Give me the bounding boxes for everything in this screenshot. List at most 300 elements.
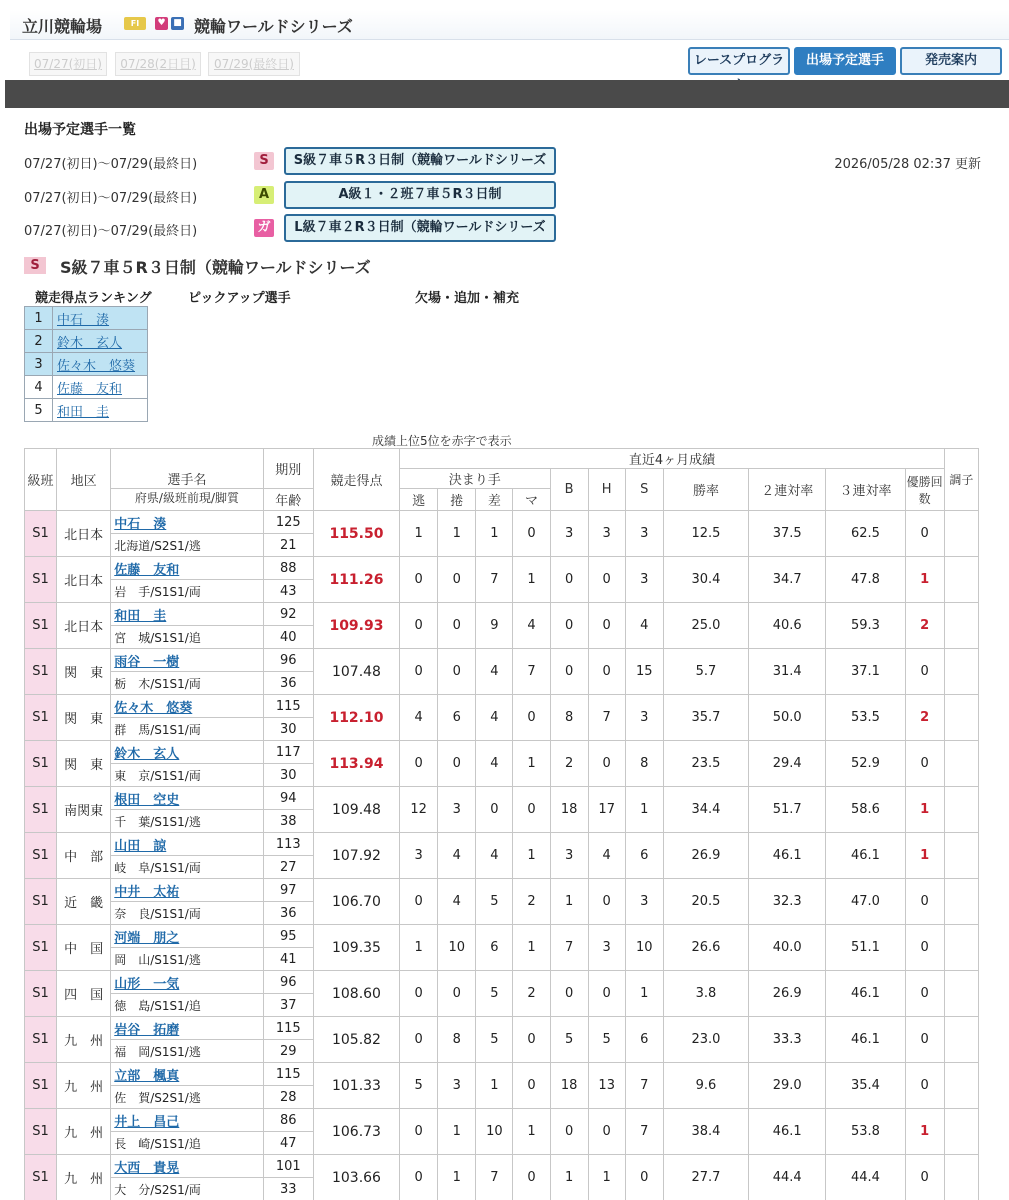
rate3-cell: 46.1 [826, 833, 905, 879]
champ-cell: 0 [905, 649, 944, 695]
b-cell: 0 [550, 649, 588, 695]
header-ma: マ [513, 489, 550, 511]
day-tab-3[interactable]: 07/29(最終日) [208, 52, 300, 76]
ranking-player-link[interactable]: 佐々木 悠葵 [57, 358, 136, 374]
term-cell: 86 [263, 1109, 313, 1132]
pref-cell: 群 馬/S1S1/両 [111, 718, 263, 741]
sashi-cell: 7 [476, 557, 513, 603]
player-name-link[interactable]: 佐々木 悠葵 [114, 700, 193, 716]
makuri-cell: 8 [438, 1017, 476, 1063]
term-cell: 88 [263, 557, 313, 580]
player-row [25, 971, 979, 994]
header-nige: 逃 [400, 489, 438, 511]
pref-cell: 岐 阜/S1S1/両 [111, 856, 263, 879]
player-row [25, 1155, 979, 1178]
champ-cell: 0 [905, 971, 944, 1017]
age-cell: 33 [263, 1178, 313, 1200]
age-cell: 30 [263, 718, 313, 741]
ranking-name-cell [53, 307, 148, 330]
win-rate-cell: 23.0 [663, 1017, 748, 1063]
ma-cell: 1 [513, 925, 550, 971]
header-rate2: ２連対率 [749, 469, 826, 511]
score-cell: 109.93 [313, 603, 399, 649]
ma-cell: 1 [513, 833, 550, 879]
header-player-sub: 府県/級班前現/脚質 [111, 489, 263, 511]
age-cell: 37 [263, 994, 313, 1017]
header-class: 級班 [25, 449, 57, 511]
player-name-cell [111, 1063, 263, 1086]
term-cell: 125 [263, 511, 313, 534]
player-name-cell [111, 603, 263, 626]
b-cell: 0 [550, 557, 588, 603]
b-cell: 0 [550, 603, 588, 649]
region-cell: 関 東 [57, 649, 111, 695]
series-title: 競輪ワールドシリーズ [194, 17, 353, 36]
b-cell: 3 [550, 833, 588, 879]
pref-cell: 福 岡/S1S1/逃 [111, 1040, 263, 1063]
rate3-cell: 51.1 [826, 925, 905, 971]
condition-cell [944, 1017, 978, 1063]
pref-cell: 佐 賀/S2S1/逃 [111, 1086, 263, 1109]
s-cell: 0 [625, 1155, 663, 1200]
sashi-cell: 4 [476, 833, 513, 879]
s-cell: 1 [625, 787, 663, 833]
region-cell: 中 国 [57, 925, 111, 971]
champ-cell: 1 [905, 833, 944, 879]
term-cell: 117 [263, 741, 313, 764]
entries-button[interactable]: 出場予定選手 [794, 47, 896, 75]
rate2-cell: 40.0 [749, 925, 826, 971]
class-a-badge: A [254, 186, 274, 204]
sashi-cell: 4 [476, 649, 513, 695]
sashi-cell: 0 [476, 787, 513, 833]
ranking-player-link[interactable]: 佐藤 友和 [57, 381, 123, 397]
nige-cell: 3 [400, 833, 438, 879]
schedule-date-1: 07/27(初日)〜07/29(最終日) [24, 157, 198, 172]
sashi-cell: 5 [476, 879, 513, 925]
term-cell: 115 [263, 695, 313, 718]
nige-cell: 0 [400, 741, 438, 787]
term-cell: 96 [263, 649, 313, 672]
class-cell: S1 [25, 649, 57, 695]
player-name-link[interactable]: 大西 貴晃 [114, 1160, 180, 1176]
class-cell: S1 [25, 741, 57, 787]
pref-cell: 岡 山/S1S1/逃 [111, 948, 263, 971]
pref-cell: 宮 城/S1S1/追 [111, 626, 263, 649]
ma-cell: 0 [513, 1017, 550, 1063]
player-row [25, 1109, 979, 1132]
sashi-cell: 5 [476, 971, 513, 1017]
makuri-cell: 6 [438, 695, 476, 741]
age-cell: 36 [263, 902, 313, 925]
ranking-name-cell [53, 376, 148, 399]
rate2-cell: 50.0 [749, 695, 826, 741]
win-rate-cell: 26.6 [663, 925, 748, 971]
h-cell: 0 [588, 879, 625, 925]
term-cell: 115 [263, 1063, 313, 1086]
region-cell: 関 東 [57, 695, 111, 741]
ranking-row [25, 399, 148, 422]
h-cell: 5 [588, 1017, 625, 1063]
ranking-row [25, 330, 148, 353]
age-cell: 40 [263, 626, 313, 649]
player-name-link[interactable]: 立部 楓真 [114, 1068, 180, 1084]
player-name-cell [111, 741, 263, 764]
player-name-link[interactable]: 根田 空史 [114, 792, 180, 808]
player-name-link[interactable]: 山形 一気 [114, 976, 180, 992]
ranking-player-link[interactable]: 和田 圭 [57, 404, 110, 420]
region-cell: 近 畿 [57, 879, 111, 925]
h-cell: 0 [588, 1109, 625, 1155]
win-rate-cell: 35.7 [663, 695, 748, 741]
condition-cell [944, 603, 978, 649]
score-cell: 101.33 [313, 1063, 399, 1109]
age-cell: 30 [263, 764, 313, 787]
ma-cell: 2 [513, 879, 550, 925]
b-cell: 2 [550, 741, 588, 787]
updated-timestamp: 2026/05/28 02:37 更新 [834, 157, 981, 172]
schedule-button-s[interactable]: S級７車５R３日制（競輪ワールドシリーズ [284, 147, 556, 175]
player-name-link[interactable]: 和田 圭 [114, 608, 167, 624]
rate3-cell: 35.4 [826, 1063, 905, 1109]
ma-cell: 1 [513, 741, 550, 787]
score-cell: 106.70 [313, 879, 399, 925]
player-row [25, 649, 979, 672]
ranking-number: 5 [25, 399, 53, 422]
region-cell: 北日本 [57, 603, 111, 649]
header-h: H [588, 469, 625, 511]
header-player: 選手名 [111, 449, 263, 489]
player-name-cell [111, 649, 263, 672]
win-rate-cell: 25.0 [663, 603, 748, 649]
player-name-cell [111, 787, 263, 810]
player-name-cell [111, 833, 263, 856]
divider-band [5, 80, 1009, 108]
region-cell: 南関東 [57, 787, 111, 833]
term-cell: 95 [263, 925, 313, 948]
makuri-cell: 4 [438, 879, 476, 925]
h-cell: 0 [588, 557, 625, 603]
condition-cell [944, 833, 978, 879]
score-cell: 105.82 [313, 1017, 399, 1063]
ma-cell: 0 [513, 511, 550, 557]
ranking-row [25, 353, 148, 376]
champ-cell: 0 [905, 1155, 944, 1200]
score-cell: 109.48 [313, 787, 399, 833]
s-cell: 3 [625, 511, 663, 557]
win-rate-cell: 38.4 [663, 1109, 748, 1155]
region-cell: 北日本 [57, 557, 111, 603]
condition-cell [944, 787, 978, 833]
ma-cell: 1 [513, 557, 550, 603]
s-cell: 3 [625, 695, 663, 741]
rate3-cell: 44.4 [826, 1155, 905, 1200]
term-cell: 101 [263, 1155, 313, 1178]
condition-cell [944, 695, 978, 741]
ranking-number: 1 [25, 307, 53, 330]
player-name-link[interactable]: 山田 諒 [114, 838, 167, 854]
class-cell: S1 [25, 557, 57, 603]
term-cell: 94 [263, 787, 313, 810]
win-rate-cell: 34.4 [663, 787, 748, 833]
header-region: 地区 [57, 449, 111, 511]
header-sashi: 差 [476, 489, 513, 511]
h-cell: 0 [588, 971, 625, 1017]
absence-label: 欠場・追加・補充 [415, 291, 520, 306]
makuri-cell: 1 [438, 1109, 476, 1155]
night-race-icon: ■ [171, 17, 184, 30]
rate2-cell: 26.9 [749, 971, 826, 1017]
rate3-cell: 59.3 [826, 603, 905, 649]
rate2-cell: 33.3 [749, 1017, 826, 1063]
score-cell: 106.73 [313, 1109, 399, 1155]
player-name-link[interactable]: 鈴木 玄人 [114, 746, 180, 762]
player-name-cell [111, 1155, 263, 1178]
s-cell: 6 [625, 833, 663, 879]
win-rate-cell: 26.9 [663, 833, 748, 879]
rate3-cell: 62.5 [826, 511, 905, 557]
player-row [25, 879, 979, 902]
day-tab-2[interactable]: 07/28(2日目) [115, 52, 201, 76]
race-program-button[interactable]: レースプログラ [688, 47, 790, 75]
nige-cell: 0 [400, 557, 438, 603]
region-cell: 中 部 [57, 833, 111, 879]
player-name-link[interactable]: 河端 朋之 [114, 930, 180, 946]
pref-cell: 北海道/S2S1/逃 [111, 534, 263, 557]
player-name-cell [111, 1017, 263, 1040]
h-cell: 1 [588, 1155, 625, 1200]
s-cell: 7 [625, 1063, 663, 1109]
rate2-cell: 46.1 [749, 833, 826, 879]
makuri-cell: 0 [438, 603, 476, 649]
player-name-cell [111, 695, 263, 718]
sashi-cell: 5 [476, 1017, 513, 1063]
header-makuri: 捲 [438, 489, 476, 511]
s-cell: 6 [625, 1017, 663, 1063]
player-row [25, 557, 979, 580]
age-cell: 21 [263, 534, 313, 557]
h-cell: 3 [588, 511, 625, 557]
player-row [25, 925, 979, 948]
table-caption: 成績上位5位を赤字で表示 [372, 434, 512, 448]
b-cell: 18 [550, 1063, 588, 1109]
nige-cell: 0 [400, 1155, 438, 1200]
class-cell: S1 [25, 879, 57, 925]
makuri-cell: 0 [438, 649, 476, 695]
age-cell: 47 [263, 1132, 313, 1155]
pref-cell: 徳 島/S1S1/追 [111, 994, 263, 1017]
condition-cell [944, 511, 978, 557]
header-age: 年齢 [263, 489, 313, 511]
sashi-cell: 7 [476, 1155, 513, 1200]
term-cell: 97 [263, 879, 313, 902]
sashi-cell: 10 [476, 1109, 513, 1155]
rate3-cell: 47.0 [826, 879, 905, 925]
s-cell: 3 [625, 879, 663, 925]
ranking-number: 3 [25, 353, 53, 376]
page-title: 出場予定選手一覧 [24, 122, 136, 138]
ranking-player-link[interactable]: 鈴木 玄人 [57, 335, 123, 351]
h-cell: 17 [588, 787, 625, 833]
h-cell: 3 [588, 925, 625, 971]
class-cell: S1 [25, 971, 57, 1017]
term-cell: 92 [263, 603, 313, 626]
nige-cell: 0 [400, 1017, 438, 1063]
score-cell: 109.35 [313, 925, 399, 971]
win-rate-cell: 3.8 [663, 971, 748, 1017]
win-rate-cell: 12.5 [663, 511, 748, 557]
class-cell: S1 [25, 925, 57, 971]
rate2-cell: 32.3 [749, 879, 826, 925]
age-cell: 28 [263, 1086, 313, 1109]
class-cell: S1 [25, 695, 57, 741]
champ-cell: 0 [905, 1017, 944, 1063]
condition-cell [944, 1063, 978, 1109]
condition-cell [944, 971, 978, 1017]
header-term: 期別 [263, 449, 313, 489]
champ-cell: 0 [905, 741, 944, 787]
champ-cell: 0 [905, 925, 944, 971]
makuri-cell: 10 [438, 925, 476, 971]
schedule-button-a[interactable]: A級１・２班７車５R３日制 [284, 181, 556, 209]
rate2-cell: 34.7 [749, 557, 826, 603]
win-rate-cell: 5.7 [663, 649, 748, 695]
ranking-name-cell [53, 399, 148, 422]
ranking-name-cell [53, 330, 148, 353]
condition-cell [944, 557, 978, 603]
ma-cell: 4 [513, 603, 550, 649]
player-row [25, 741, 979, 764]
nige-cell: 4 [400, 695, 438, 741]
ma-cell: 0 [513, 1063, 550, 1109]
player-name-link[interactable]: 岩谷 拓磨 [114, 1022, 180, 1038]
makuri-cell: 0 [438, 741, 476, 787]
player-name-cell [111, 971, 263, 994]
rate3-cell: 46.1 [826, 1017, 905, 1063]
champ-cell: 2 [905, 695, 944, 741]
rate3-cell: 37.1 [826, 649, 905, 695]
champ-cell: 0 [905, 1063, 944, 1109]
player-row [25, 787, 979, 810]
condition-cell [944, 879, 978, 925]
s-cell: 1 [625, 971, 663, 1017]
b-cell: 3 [550, 511, 588, 557]
ranking-row [25, 376, 148, 399]
heart-icon: ♥ [155, 17, 168, 30]
header-champ: 優勝回数 [905, 469, 944, 511]
class-cell: S1 [25, 603, 57, 649]
rate2-cell: 31.4 [749, 649, 826, 695]
s-cell: 7 [625, 1109, 663, 1155]
player-name-link[interactable]: 中石 湊 [114, 516, 167, 532]
players-table [24, 448, 979, 1200]
nige-cell: 1 [400, 925, 438, 971]
score-cell: 103.66 [313, 1155, 399, 1200]
player-row [25, 1017, 979, 1040]
b-cell: 18 [550, 787, 588, 833]
champ-cell: 0 [905, 511, 944, 557]
score-cell: 113.94 [313, 741, 399, 787]
region-cell: 九 州 [57, 1017, 111, 1063]
pref-cell: 長 崎/S1S1/追 [111, 1132, 263, 1155]
ranking-name-cell [53, 353, 148, 376]
ranking-number: 2 [25, 330, 53, 353]
pref-cell: 東 京/S1S1/両 [111, 764, 263, 787]
term-cell: 113 [263, 833, 313, 856]
nige-cell: 0 [400, 603, 438, 649]
nige-cell: 1 [400, 511, 438, 557]
score-cell: 107.92 [313, 833, 399, 879]
h-cell: 4 [588, 833, 625, 879]
age-cell: 43 [263, 580, 313, 603]
s-cell: 15 [625, 649, 663, 695]
win-rate-cell: 23.5 [663, 741, 748, 787]
champ-cell: 2 [905, 603, 944, 649]
header-kimarite: 決まり手 [400, 469, 550, 489]
age-cell: 36 [263, 672, 313, 695]
ranking-player-link[interactable]: 中石 湊 [57, 312, 110, 328]
header-b: B [550, 469, 588, 511]
day-tab-1[interactable]: 07/27(初日) [29, 52, 107, 76]
h-cell: 0 [588, 603, 625, 649]
b-cell: 1 [550, 1155, 588, 1200]
condition-cell [944, 1155, 978, 1200]
rate2-cell: 40.6 [749, 603, 826, 649]
schedule-button-l[interactable]: L級７車２R３日制（競輪ワールドシリーズ [284, 214, 556, 242]
player-name-link[interactable]: 雨谷 一樹 [114, 654, 180, 670]
nige-cell: 0 [400, 971, 438, 1017]
rate2-cell: 51.7 [749, 787, 826, 833]
win-rate-cell: 20.5 [663, 879, 748, 925]
player-row [25, 695, 979, 718]
sales-info-button[interactable]: 発売案内 [900, 47, 1002, 75]
pref-cell: 岩 手/S1S1/両 [111, 580, 263, 603]
player-row [25, 1063, 979, 1086]
player-name-link[interactable]: 佐藤 友和 [114, 562, 180, 578]
age-cell: 27 [263, 856, 313, 879]
header-win-rate: 勝率 [663, 469, 748, 511]
player-name-cell [111, 557, 263, 580]
b-cell: 7 [550, 925, 588, 971]
age-cell: 29 [263, 1040, 313, 1063]
player-name-link[interactable]: 井上 昌己 [114, 1114, 180, 1130]
makuri-cell: 0 [438, 557, 476, 603]
header-s: S [625, 469, 663, 511]
ma-cell: 0 [513, 1155, 550, 1200]
player-name-link[interactable]: 中井 太祐 [114, 884, 180, 900]
h-cell: 0 [588, 649, 625, 695]
condition-cell [944, 1109, 978, 1155]
ma-cell: 2 [513, 971, 550, 1017]
score-ranking-table [24, 306, 148, 422]
b-cell: 1 [550, 879, 588, 925]
race-class-badge: S [24, 257, 46, 274]
ranking-label: 競走得点ランキング [35, 291, 152, 306]
rate3-cell: 53.5 [826, 695, 905, 741]
pref-cell: 奈 良/S1S1/両 [111, 902, 263, 925]
sashi-cell: 4 [476, 695, 513, 741]
sashi-cell: 1 [476, 1063, 513, 1109]
pref-cell: 千 葉/S1S1/逃 [111, 810, 263, 833]
pref-cell: 栃 木/S1S1/両 [111, 672, 263, 695]
rate3-cell: 47.8 [826, 557, 905, 603]
ma-cell: 0 [513, 695, 550, 741]
pickup-label: ピックアップ選手 [188, 291, 291, 306]
class-cell: S1 [25, 787, 57, 833]
condition-cell [944, 925, 978, 971]
ranking-number: 4 [25, 376, 53, 399]
nige-cell: 0 [400, 1109, 438, 1155]
